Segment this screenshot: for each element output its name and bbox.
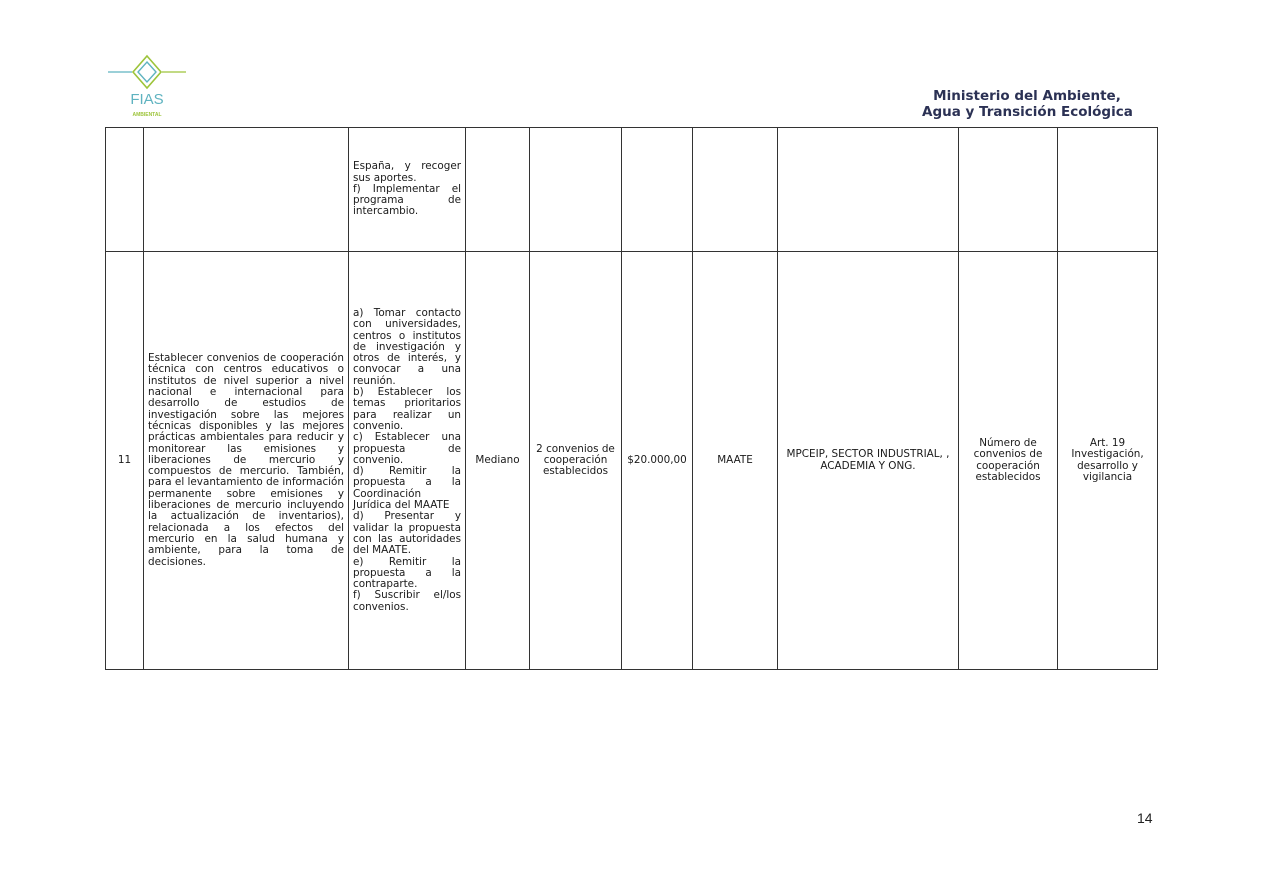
activity-item: f) Suscribir el/los convenios.: [353, 589, 461, 613]
ministry-name-line2: Agua y Transición Ecológica: [922, 104, 1133, 120]
row-number: 11: [106, 252, 144, 670]
cell-objective: [144, 128, 349, 252]
cell-article: [1058, 128, 1158, 252]
term-cell: Mediano: [466, 252, 530, 670]
continuation-row: [106, 128, 1158, 252]
cell-term: [466, 128, 530, 252]
activities-cell: [349, 252, 466, 670]
activity-item: a) Tomar contacto con universidades, centros o institutos de investigación y otros de interés, y convocar a una reunión.: [353, 306, 461, 387]
action-plan-table: [105, 127, 1158, 670]
cell-indicator: [959, 128, 1058, 252]
cell-goal: [530, 128, 622, 252]
activity-item: d) Remitir la propuesta a la Coordinación Jurídica del MAATE: [353, 465, 461, 512]
activity-item: España, y recoger sus aportes.: [353, 160, 461, 184]
objective-text: Establecer convenios de cooperación técnica con centros educativos o institutos de nivel superior a nivel nacional e internacional para desarrollo de estudios de investigación sobre las mejores técnicas disponibles y las mejores prácticas ambientales para reducir y monitorear las emisiones y liberaciones de mercurio y compuestos de mercurio. También, para el levantamiento de información permanente sobre emisiones y liberaciones de mercurio incluyendo la actualización de inventarios), relacionada a los efectos del mercurio en la salud humana y ambiente, para la toma de decisiones.: [144, 252, 349, 670]
partners-cell: MPCEIP, SECTOR INDUSTRIAL, , ACADEMIA Y ONG.: [778, 252, 959, 670]
cell-partners: [778, 128, 959, 252]
ministry-logo: [922, 88, 1132, 120]
activity-item: f) Implementar el programa de intercambio.: [353, 182, 461, 218]
page-number: 14: [1137, 810, 1153, 826]
activity-item: e) Remitir la propuesta a la contraparte.: [353, 555, 461, 591]
cell-number: [106, 128, 144, 252]
cell-responsible: [693, 128, 778, 252]
svg-text:FIAS: FIAS: [130, 91, 164, 108]
cell-activities: [349, 128, 466, 252]
svg-text:AMBIENTAL: AMBIENTAL: [132, 112, 162, 118]
article-cell: Art. 19 Investigación, desarrollo y vigilancia: [1058, 252, 1158, 670]
activity-item: d) Presentar y validar la propuesta con las autoridades del MAATE.: [353, 510, 461, 557]
indicator-cell: Número de convenios de cooperación establecidos: [959, 252, 1058, 670]
ministry-name-line1: Ministerio del Ambiente,: [933, 88, 1121, 104]
activity-item: c) Establecer una propuesta de convenio.: [353, 431, 461, 466]
activity-item: b) Establecer los temas prioritarios para realizar un convenio.: [353, 386, 461, 432]
fias-logo: [106, 54, 188, 126]
table-row: [106, 252, 1158, 670]
cell-budget: [622, 128, 693, 252]
responsible-cell: MAATE: [693, 252, 778, 670]
budget-cell: $20.000,00: [622, 252, 693, 670]
goal-cell: 2 convenios de cooperación establecidos: [530, 252, 622, 670]
